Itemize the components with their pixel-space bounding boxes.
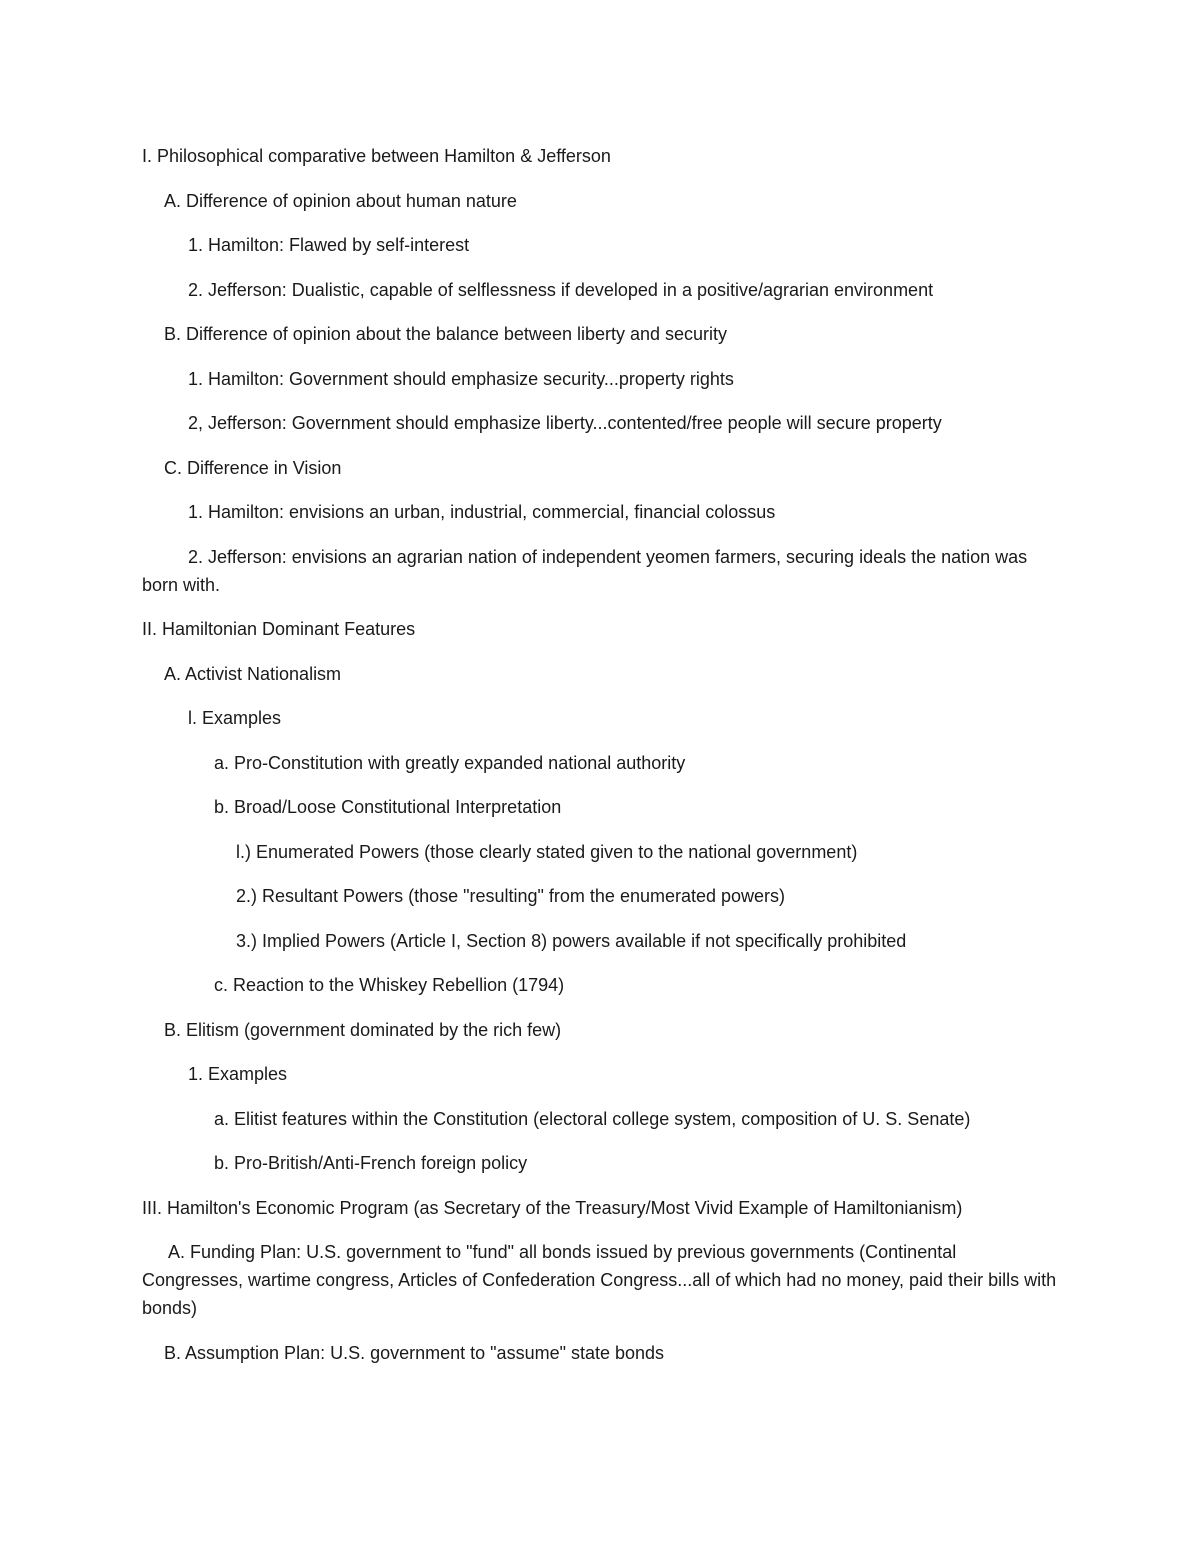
outline-item-2b1b: b. Pro-British/Anti-French foreign policy: [214, 1153, 528, 1173]
outline-item-1c2: 2. Jefferson: envisions an agrarian nation of independent yeomen farmers, securing ideals the nation was born with.: [142, 546, 1028, 595]
outline-item-1b2: 2, Jefferson: Government should emphasize liberty...contented/free people will secure property: [188, 413, 942, 433]
outline-heading-1: I. Philosophical comparative between Hamilton & Jefferson: [142, 146, 611, 166]
outline-item-2a1b: b. Broad/Loose Constitutional Interpretation: [214, 797, 562, 817]
outline-item-2a: A. Activist Nationalism: [164, 663, 342, 684]
outline-item-1c1: 1. Hamilton: envisions an urban, industrial, commercial, financial colossus: [188, 502, 776, 522]
outline-heading-3: III. Hamilton's Economic Program (as Secretary of the Treasury/Most Vivid Example of Hamiltonianism): [142, 1197, 963, 1218]
outline-item-2b: B. Elitism (government dominated by the rich few): [164, 1019, 562, 1040]
outline-item-1a2: 2. Jefferson: Dualistic, capable of selflessness if developed in a positive/agrarian environment: [188, 279, 934, 300]
outline-item-2a1b1: l.) Enumerated Powers (those clearly stated given to the national government): [236, 841, 858, 862]
outline-item-3a: A. Funding Plan: U.S. government to "fund" all bonds issued by previous governments (Continental Congresses, wartime congress, Articles of Confederation Congress...all of which had no money, paid their bills with bonds): [142, 1242, 1057, 1318]
outline-item-2a1a: a. Pro-Constitution with greatly expanded national authority: [214, 752, 686, 773]
outline-item-1a: A. Difference of opinion about human nature: [164, 190, 517, 211]
outline-item-1a1: 1. Hamilton: Flawed by self-interest: [188, 235, 470, 255]
outline-list: [142, 142, 1062, 1383]
outline-item-1b: B. Difference of opinion about the balance between liberty and security: [164, 324, 728, 344]
outline-item-2b1a: a. Elitist features within the Constitution (electoral college system, composition of U. S. Senate): [214, 1108, 971, 1129]
outline-item-3b: B. Assumption Plan: U.S. government to "assume" state bonds: [164, 1342, 665, 1363]
outline-item-1c: C. Difference in Vision: [164, 457, 342, 478]
outline-item-2a1b2: 2.) Resultant Powers (those "resulting" from the enumerated powers): [236, 886, 786, 906]
outline-item-2a1b3: 3.) Implied Powers (Article I, Section 8) powers available if not specifically prohibited: [236, 930, 907, 951]
outline-item-1b1: 1. Hamilton: Government should emphasize security...property rights: [188, 368, 734, 389]
outline-item-2b1: 1. Examples: [188, 1064, 288, 1084]
outline-item-2a1: l. Examples: [188, 708, 282, 728]
outline-item-2a1c: c. Reaction to the Whiskey Rebellion (1794): [214, 975, 565, 995]
outline-heading-2: II. Hamiltonian Dominant Features: [142, 619, 416, 639]
